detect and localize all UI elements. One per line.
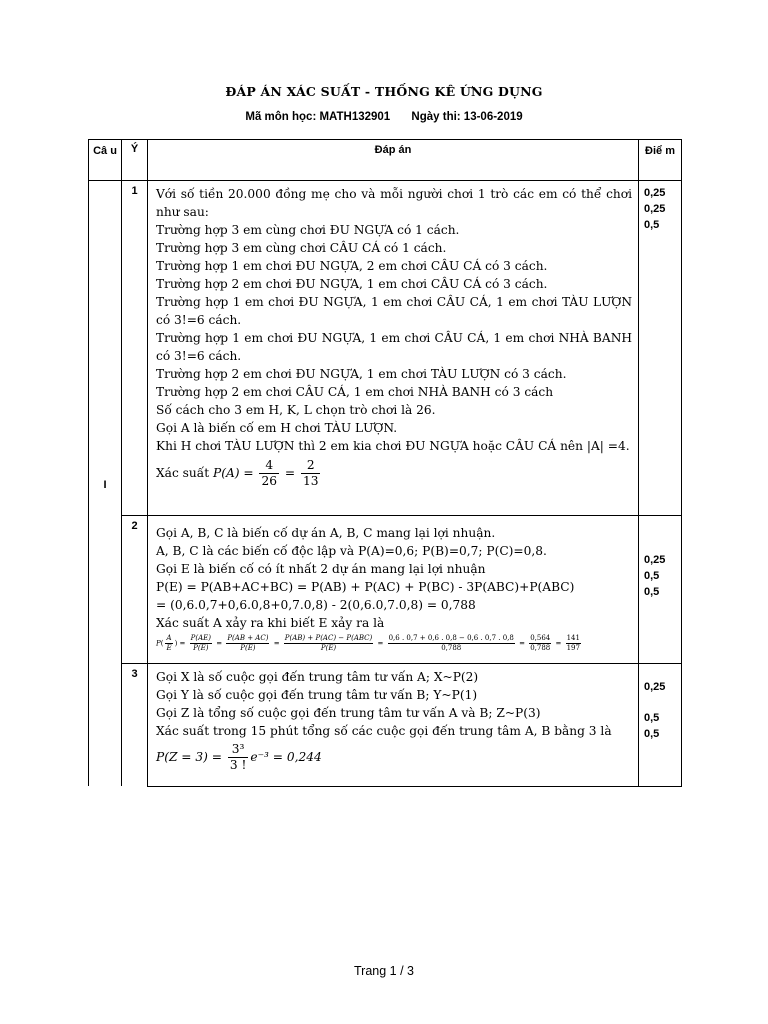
question-number: I bbox=[103, 478, 107, 491]
formula-label: Xác suất bbox=[156, 466, 210, 480]
table-row bbox=[89, 516, 682, 664]
header-diem: Điể m bbox=[639, 140, 682, 181]
answer-line: Với số tiền 20.000 đồng mẹ cho và mỗi người chơi 1 trò các em có thể chơi như sau: bbox=[156, 187, 632, 219]
answer-line: Xác suất A xảy ra khi biết E xảy ra là bbox=[156, 616, 385, 630]
course-code: Mã môn học: MATH132901 bbox=[245, 111, 391, 123]
probability-formula: Xác suất P(A) = $\frac{4}{26}$ = $\frac{2}{13}$ bbox=[156, 458, 319, 488]
answer-line: Xác suất trong 15 phút tổng số các cuộc gọi đến trung tâm A, B bằng 3 là bbox=[156, 724, 612, 738]
answer-part-2 bbox=[148, 516, 639, 664]
score: 0,5 bbox=[644, 219, 660, 231]
formula-lhs: P(A) = bbox=[213, 466, 254, 480]
answer-line: Trường hợp 1 em chơi ĐU NGỰA, 1 em chơi CÂU CÁ, 1 em chơi NHÀ BANH có 3!=6 cách. bbox=[156, 331, 632, 363]
conditional-probability-formula: P( $\frac{A}{E}$ ) = $\frac{P(AE)}{P(E)}$ = $\frac{P(AB + AC)}{P(E)}$ = $\frac{\text{P(AB) + P(AC) − P(ABC)}}{P(E)}$ = $\frac{0,6 . 0,7 + 0,6 . 0,8 - 0,6 . 0,7 . 0,8}{0,788}$ = $\frac{0,564}{0,788}$ = $\frac{141}{197}$ bbox=[156, 634, 580, 652]
question-cell bbox=[89, 181, 122, 787]
score-cell bbox=[639, 516, 682, 664]
answer-line: Trường hợp 3 em cùng chơi CÂU CÁ có 1 cách. bbox=[156, 241, 447, 255]
answer-line: Gọi A là biến cố em H chơi TÀU LƯỢN. bbox=[156, 421, 398, 435]
answer-line: Gọi Z là tổng số cuộc gọi đến trung tâm tư vấn A và B; Z~P(3) bbox=[156, 706, 541, 720]
score: 0,5 bbox=[644, 728, 660, 740]
score: 0,25 bbox=[644, 203, 666, 215]
answer-line: Gọi E là biến cố có ít nhất 2 dự án mang lại lợi nhuận bbox=[156, 562, 486, 576]
answer-line: Trường hợp 1 em chơi ĐU NGỰA, 1 em chơi CÂU CÁ, 1 em chơi TÀU LƯỢN có 3!=6 cách. bbox=[156, 295, 632, 327]
answer-line: Trường hợp 3 em cùng chơi ĐU NGỰA có 1 cách. bbox=[156, 223, 460, 237]
table-header-row bbox=[89, 140, 682, 181]
answer-part-1 bbox=[148, 181, 639, 516]
score: 0,5 bbox=[644, 712, 660, 724]
answer-line: P(E) = P(AB+AC+BC) = P(AB) + P(AC) + P(BC) - 3P(ABC)+P(ABC) bbox=[156, 580, 575, 594]
part-number: 2 bbox=[122, 516, 148, 664]
part-number: 3 bbox=[122, 664, 148, 787]
part-number: 1 bbox=[122, 181, 148, 516]
table-row bbox=[89, 181, 682, 516]
answer-line: Trường hợp 2 em chơi CÂU CÁ, 1 em chơi NHÀ BANH có 3 cách bbox=[156, 385, 554, 399]
fraction: $\frac{2}{13}$ bbox=[302, 458, 319, 488]
fraction: $\frac{\text{3³}}{3 !}$ bbox=[229, 742, 247, 772]
score: 0,25 bbox=[644, 681, 666, 693]
answer-line: A, B, C là các biến cố độc lập và P(A)=0,6; P(B)=0,7; P(C)=0,8. bbox=[156, 544, 547, 558]
score-cell bbox=[639, 181, 682, 516]
fraction: $\frac{4}{26}$ bbox=[261, 458, 277, 488]
header-y: Ý bbox=[122, 140, 148, 181]
answer-table bbox=[88, 139, 682, 787]
score: 0,5 bbox=[644, 586, 660, 598]
answer-line: Gọi X là số cuộc gọi đến trung tâm tư vấn A; X~P(2) bbox=[156, 670, 479, 684]
answer-line: Khi H chơi TÀU LƯỢN thì 2 em kia chơi ĐU NGỰA hoặc CÂU CÁ nên |A| =4. bbox=[156, 439, 630, 453]
header-cau: Câ u bbox=[89, 140, 122, 181]
score: 0,25 bbox=[644, 554, 666, 566]
poisson-formula: P(Z = 3) = $\frac{\text{3³}}{3 !}$ e⁻³ = 0,244 bbox=[156, 742, 322, 772]
answer-line: Trường hợp 2 em chơi ĐU NGỰA, 1 em chơi TÀU LƯỢN có 3 cách. bbox=[156, 367, 567, 381]
answer-part-3 bbox=[148, 664, 639, 787]
answer-line: = (0,6.0,7+0,6.0,8+0,7.0,8) - 2(0,6.0,7.0,8) = 0,788 bbox=[156, 598, 476, 612]
score: 0,25 bbox=[644, 187, 666, 199]
score-cell bbox=[639, 664, 682, 787]
answer-line: Gọi Y là số cuộc gọi đến trung tâm tư vấn B; Y~P(1) bbox=[156, 688, 478, 702]
exam-date: Ngày thi: 13-06-2019 bbox=[411, 111, 523, 123]
page-footer: Trang 1 / 3 bbox=[354, 964, 414, 978]
score: 0,5 bbox=[644, 570, 660, 582]
answer-line: Gọi A, B, C là biến cố dự án A, B, C mang lại lợi nhuận. bbox=[156, 526, 496, 540]
table-row bbox=[89, 664, 682, 787]
answer-line: Trường hợp 1 em chơi ĐU NGỰA, 2 em chơi CÂU CÁ có 3 cách. bbox=[156, 259, 548, 273]
answer-line: Số cách cho 3 em H, K, L chọn trò chơi là 26. bbox=[156, 403, 436, 417]
header-answer: Đáp án bbox=[148, 140, 639, 181]
answer-line: Trường hợp 2 em chơi ĐU NGỰA, 1 em chơi CÂU CÁ có 3 cách. bbox=[156, 277, 548, 291]
document-subtitle bbox=[0, 111, 768, 123]
document-title: ĐÁP ÁN XÁC SUẤT - THỐNG KÊ ỨNG DỤNG bbox=[225, 84, 543, 99]
